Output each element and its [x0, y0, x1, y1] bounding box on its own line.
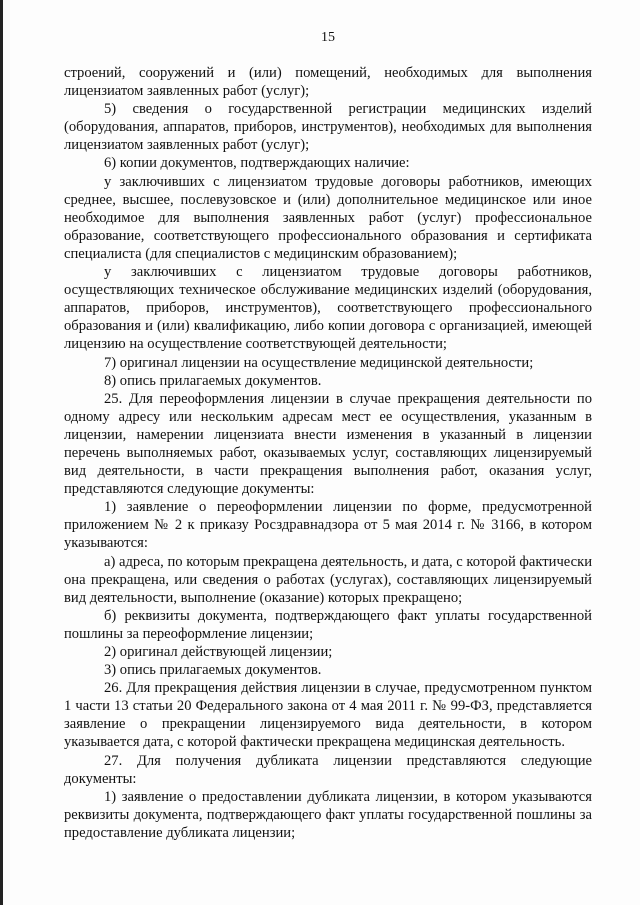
- paragraph: б) реквизиты документа, подтверждающего факт уплаты государственной пошлины за переоформление лицензии;: [64, 607, 592, 642]
- paragraph: строений, сооружений и (или) помещений, необходимых для выполнения лицензиатом заявленных работ (услуг);: [64, 65, 592, 100]
- paragraph: 6) копии документов, подтверждающих наличие:: [104, 155, 410, 172]
- paragraph: 1) заявление о переоформлении лицензии по форме, предусмотренной приложением № 2 к приказу Росздравнадзора от 5 мая 2014 г. № 3166, в котором указываются:: [64, 499, 592, 552]
- document-body: [64, 64, 592, 842]
- paragraph: у заключивших с лицензиатом трудовые договоры работников, осуществляющих техническое обслуживание медицинских изделий (оборудования, аппаратов, приборов, инструментов), соответствующего профессионального образования и (или) квалификацию, либо копии договора с организацией, имеющей лицензию на осуществление соответствующей деятельности;: [64, 264, 592, 353]
- paragraph: 27. Для получения дубликата лицензии представляются следующие документы:: [64, 752, 592, 787]
- paragraph: 5) сведения о государственной регистрации медицинских изделий (оборудования, аппаратов, приборов, инструментов), необходимых для выполнения лицензиатом заявленных работ (услуг);: [64, 101, 592, 154]
- paragraph: 26. Для прекращения действия лицензии в случае, предусмотренном пунктом 1 части 13 статьи 20 Федерального закона от 4 мая 2011 г. № 99-ФЗ, представляется заявление о прекращении лицензируемого вида деятельности, в котором указывается дата, с которой фактически прекращена медицинская деятельность.: [64, 680, 592, 751]
- page-number: 15: [321, 30, 335, 45]
- paragraph: а) адреса, по которым прекращена деятельность, и дата, с которой фактически она прекращена, или сведения о работах (услугах), составляющих лицензируемый вид деятельности, выполнение (оказание) которых прекращено;: [64, 553, 592, 606]
- paragraph: у заключивших с лицензиатом трудовые договоры работников, имеющих среднее, высшее, послевузовское и (или) дополнительное медицинское или иное необходимое для выполнения заявленных работ (услуг) профессиональное образование, соответствующего профессионального образования и сертификата специалиста (для специалистов с медицинским образованием);: [64, 173, 592, 262]
- paragraph: 3) опись прилагаемых документов.: [104, 662, 322, 679]
- paragraph: 7) оригинал лицензии на осуществление медицинской деятельности;: [104, 354, 534, 371]
- paragraph: 25. Для переоформления лицензии в случае прекращения деятельности по одному адресу или нескольким адресам мест ее осуществления, указанным в лицензии, намерении лицензиата внести изменения в указанный в лицензии перечень выполняемых работ, оказываемых услуг, составляющих лицензируемый вид деятельности, в части прекращения выполнения работ, оказания услуг, представляются следующие документы:: [64, 390, 592, 498]
- paragraph: 8) опись прилагаемых документов.: [104, 372, 322, 389]
- paragraph: 2) оригинал действующей лицензии;: [104, 644, 333, 660]
- paragraph: 1) заявление о предоставлении дубликата лицензии, в котором указываются реквизиты документа, подтверждающего факт уплаты государственной пошлины за предоставление дубликата лицензии;: [64, 788, 592, 841]
